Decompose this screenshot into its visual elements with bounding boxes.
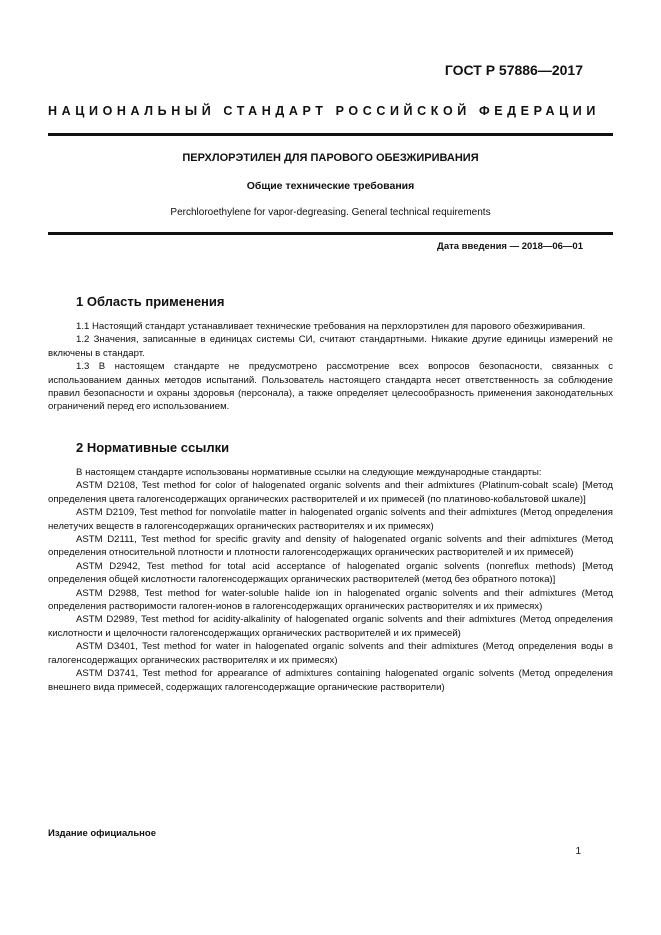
introduction-date: Дата введения — 2018—06—01 <box>437 241 583 252</box>
header-rule <box>48 133 613 136</box>
document-title: ПЕРХЛОРЭТИЛЕН ДЛЯ ПАРОВОГО ОБЕЗЖИРИВАНИЯ <box>182 152 479 164</box>
standard-code: ГОСТ Р 57886—2017 <box>444 62 583 78</box>
document-title-english: Perchloroethylene for vapor-degreasing. General technical requirements <box>170 207 491 218</box>
paragraph: 1.1 Настоящий стандарт устанавливает технические требования на перхлорэтилен для парового обезжиривания. <box>76 321 586 332</box>
reference-item: ASTM D2108, Test method for color of halogenated organic solvents and their admixtures (Platinum-cobalt scale) [Метод определения цвета галогенсодержащих органических растворителей и их примесей (по платиново-кобальтовой шкале)] <box>48 480 613 505</box>
section-1-heading: 1 Область применения <box>76 294 225 309</box>
reference-item: ASTM D2109, Test method for nonvolatile matter in halogenated organic solvents and their admixtures (Метод определения нелетучих веществ в галогенсодержащих органических растворителях и их примесях) <box>48 507 613 532</box>
section-2-heading: 2 Нормативные ссылки <box>76 440 230 455</box>
section-1-body <box>48 320 613 414</box>
document-subtitle: Общие технические требования <box>246 180 415 192</box>
reference-item: ASTM D2942, Test method for total acid acceptance of halogenated organic solvents (nonreflux methods) [Метод определения общей кислотности галогенсодержащих органических растворителей (метод без обратного потока)] <box>48 560 613 586</box>
paragraph: 1.3 В настоящем стандарте не предусмотрено рассмотрение всех вопросов безопасности, связанных с использованием данных методов испытаний. Пользователь настоящего стандарта несет ответственность за соблюдение правил безопасности и охраны здоровья (персонала), а также определяет целесообразность применения законодательных ограничений перед его использованием. <box>48 361 613 413</box>
reference-item: ASTM D2988, Test method for water-soluble halide ion in halogenated organic solvents and their admixtures (Метод определения растворимости галоген-ионов в галогенсодержащих органических растворителях и их примесях) <box>48 587 613 613</box>
reference-item: ASTM D3401, Test method for water in halogenated organic solvents and their admixtures (Метод определения воды в галогенсодержащих органических растворителях и их примесях) <box>48 641 613 666</box>
official-edition-label: Издание официальное <box>48 828 156 839</box>
reference-item: ASTM D2111, Test method for specific gravity and density of halogenated organic solvents and their admixtures (Метод определения относительной плотности и плотности галогенсодержащих органических растворителей и их примесей) <box>48 534 613 559</box>
section-2-body <box>48 466 613 694</box>
paragraph: В настоящем стандарте использованы нормативные ссылки на следующие международные стандарты: <box>76 467 542 478</box>
reference-item: ASTM D2989, Test method for acidity-alkalinity of halogenated organic solvents and their admixtures (Метод определения кислотности и щелочности галогенсодержащих органических растворителей и их примесей) <box>48 614 613 639</box>
title-rule <box>48 232 613 235</box>
paragraph: 1.2 Значения, записанные в единицах системы СИ, считают стандартными. Никакие другие единицы измерений не включены в стандарт. <box>48 334 613 359</box>
page-number: 1 <box>575 846 581 857</box>
national-standard-heading: НАЦИОНАЛЬНЫЙ СТАНДАРТ РОССИЙСКОЙ ФЕДЕРАЦИИ <box>48 104 600 118</box>
reference-item: ASTM D3741, Test method for appearance of admixtures containing halogenated organic solvents (Метод определения внешнего вида примесей, содержащих галогенсодержащие органические растворители) <box>48 668 613 693</box>
